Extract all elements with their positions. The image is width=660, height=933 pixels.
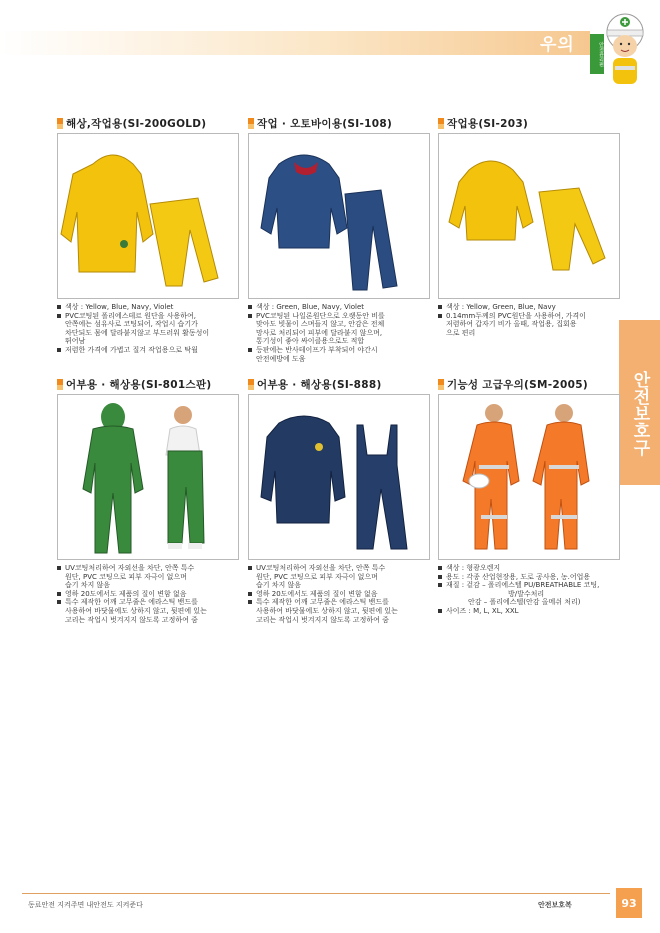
product-image xyxy=(438,394,620,560)
product-description: UV코팅처리하여 자외선을 차단, 안쪽 특수 원단, PVC 코팅으로 피부 자극이 없으며 습기 차지 않음 영하 20도에서도 제품의 질이 변함 없음 특수 제작한 어깨 고무줄은 에라스틱 밴드를 사용하여 바닷물에도 상하지 않고, 뒷편에 있는 고리는 작업시 벗겨지지 않도록 고정하여 줌 xyxy=(248,564,430,624)
page-title: 우의 xyxy=(540,35,575,55)
footer-divider xyxy=(22,893,610,894)
product-image xyxy=(248,394,430,560)
product-card xyxy=(438,377,620,616)
product-card xyxy=(438,116,620,337)
section-side-tab xyxy=(619,320,660,485)
title-marker-icon xyxy=(57,379,63,390)
product-description: 색상 : Yellow, Blue, Navy, Violet PVC코팅된 폴리에스테르 원단을 사용하여, 안쪽에는 섬유사로 코팅되어, 작업시 습기가 차단되도 몸에 달라붙지않고 부드러워 활동성이 뛰어남 저렴한 가격에 가볍고 질겨 작업용으로 탁월 xyxy=(57,303,239,355)
raincoat-icon xyxy=(439,134,619,298)
section-badge: 안전관리편 xyxy=(590,34,604,74)
product-title: 어부용 · 해상용(SI-801스판) xyxy=(57,377,239,391)
rain-suit-icon xyxy=(249,395,429,559)
product-description: UV코팅처리하여 자외선을 차단, 안쪽 특수 원단, PVC 코팅으로 피부 자극이 없으며 습기 차지 않음 영하 20도에서도 제품의 질이 변함 없음 특수 제작한 어깨 고무줄은 에라스틱 밴드를 사용하여 바닷물에도 상하지 않고, 뒷편에 있는 고리는 작업시 벗겨지지 않도록 고정하여 줌 xyxy=(57,564,239,624)
product-description: 색상 : Yellow, Green, Blue, Navy 0.14mm두께의 PVC원단을 사용하여, 가격이 저렴하여 갑자기 비가 올때, 작업용, 집회용 으로 편리 xyxy=(438,303,620,337)
product-title: 해상,작업용(SI-200GOLD) xyxy=(57,116,239,130)
title-marker-icon xyxy=(248,118,254,129)
product-image xyxy=(248,133,430,299)
product-title: 어부용 · 해상용(SI-888) xyxy=(248,377,430,391)
product-card xyxy=(57,377,239,624)
hi-vis-rain-suit-icon xyxy=(439,395,619,559)
product-description: 색상 : Green, Blue, Navy, Violet PVC코팅된 나일론원단으로 오랫동안 비를 맞아도 빗물이 스며들지 않고, 안감은 전체 망사로 처리되어 피부에 달라붙지 않으며, 통기성이 좋아 싸이클용으로도 적합 등판에는 반사테이프가 부착되어 야간시 안전예방에 도움 xyxy=(248,303,430,363)
raincoat-icon xyxy=(249,134,429,298)
title-marker-icon xyxy=(57,118,63,129)
footer-section-name: 안전보호복 xyxy=(538,901,572,909)
mascot-icon xyxy=(585,8,649,90)
product-image xyxy=(57,394,239,560)
title-marker-icon xyxy=(438,118,444,129)
header-bar xyxy=(0,31,590,55)
title-marker-icon xyxy=(248,379,254,390)
product-title: 기능성 고급우의(SM-2005) xyxy=(438,377,620,391)
product-card xyxy=(248,116,430,363)
product-title: 작업 · 오토바이용(SI-108) xyxy=(248,116,430,130)
product-title: 작업용(SI-203) xyxy=(438,116,620,130)
side-tab-label: 안전보호구 xyxy=(629,370,650,456)
raincoat-icon xyxy=(58,134,238,298)
footer-slogan: 동료안전 지켜주면 내안전도 지켜준다 xyxy=(28,901,143,909)
product-image xyxy=(438,133,620,299)
title-marker-icon xyxy=(438,379,444,390)
product-card xyxy=(57,116,239,355)
rain-suit-model-icon xyxy=(58,395,238,559)
product-description: 색상 : 형광오렌지 용도 : 각종 산업현장용, 도로 공사용, 농.어업용 재질 : 겉감 – 폴리에스텔 PU/BREATHABLE 코팅, 방/발수처리 안감 – 폴리에스텔(안감 올메쉬 처리) 사이즈 : M, L, XL, XXL xyxy=(438,564,620,616)
product-image xyxy=(57,133,239,299)
page-number: 93 xyxy=(616,888,642,918)
product-card xyxy=(248,377,430,624)
